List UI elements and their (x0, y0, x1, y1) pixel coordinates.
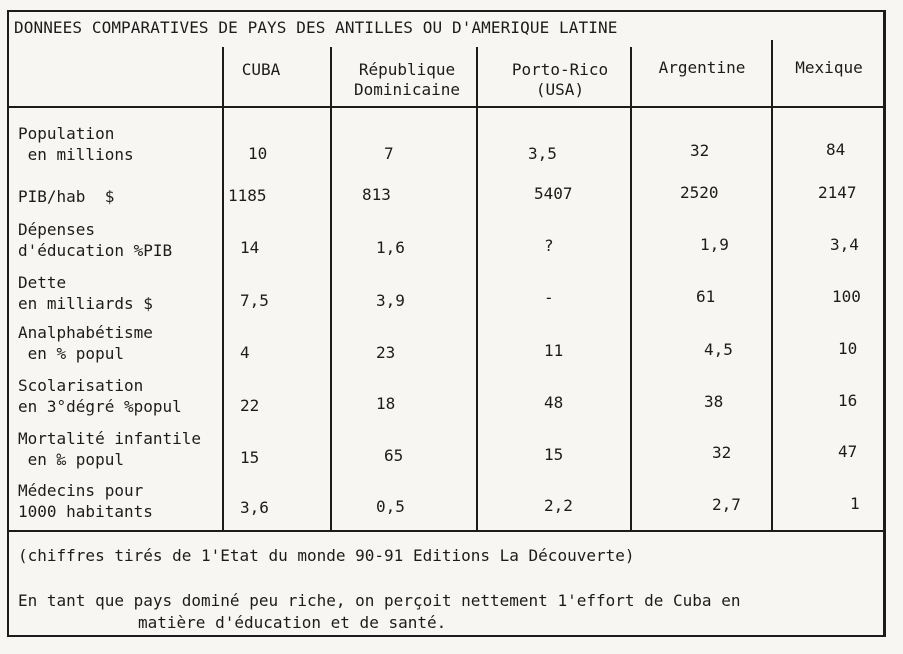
cell-scolarisation-rep-dom: 18 (376, 394, 396, 413)
col-header-argentine: Argentine (658, 58, 746, 77)
col-header-republique-dominicaine: République Dominicaine (354, 60, 460, 99)
cell-analphabetisme-argentine: 4,5 (704, 340, 733, 359)
row-label-scolarisation: Scolarisation en 3°dégré %popul (18, 376, 182, 416)
header-divider (7, 106, 886, 108)
cell-pib-porto-rico: 5407 (534, 184, 573, 203)
source-note: (chiffres tirés de 1'Etat du monde 90-91 Editions La Découverte) (18, 546, 635, 565)
cell-mortalite-porto-rico: 15 (544, 445, 564, 464)
cell-scolarisation-porto-rico: 48 (544, 393, 564, 412)
cell-education-mexique: 3,4 (830, 235, 859, 254)
column-divider (330, 47, 332, 531)
cell-pib-rep-dom: 813 (362, 185, 391, 204)
conclusion-line-1: En tant que pays dominé peu riche, on perçoit nettement 1'effort de Cuba en (18, 591, 741, 610)
column-divider (476, 47, 478, 531)
cell-scolarisation-mexique: 16 (838, 391, 858, 410)
cell-analphabetisme-cuba: 4 (240, 343, 250, 362)
table-title: DONNEES COMPARATIVES DE PAYS DES ANTILLES OU D'AMERIQUE LATINE (14, 18, 618, 37)
cell-medecins-argentine: 2,7 (712, 495, 741, 514)
row-label-analphabetisme: Analphabétisme en % popul (18, 323, 153, 363)
col-header-cuba: CUBA (241, 60, 281, 79)
row-label-depenses-education: Dépenses d'éducation %PIB (18, 220, 173, 260)
cell-pib-cuba: 1185 (228, 186, 267, 205)
row-label-mortalite-infantile: Mortalité infantile en ‰ popul (18, 429, 202, 469)
cell-medecins-cuba: 3,6 (240, 498, 269, 517)
cell-medecins-mexique: 1 (850, 494, 860, 513)
col-header-mexique: Mexique (795, 58, 863, 77)
footer-divider (7, 530, 886, 532)
cell-mortalite-cuba: 15 (240, 448, 260, 467)
cell-medecins-porto-rico: 2,2 (544, 496, 573, 515)
cell-population-argentine: 32 (690, 141, 710, 160)
row-label-medecins: Médecins pour 1000 habitants (18, 481, 153, 521)
column-divider (222, 47, 224, 531)
cell-population-cuba: 10 (248, 144, 268, 163)
cell-pib-argentine: 2520 (680, 183, 719, 202)
row-label-dette: Dette en milliards $ (18, 273, 153, 313)
cell-education-rep-dom: 1,6 (376, 238, 405, 257)
cell-population-porto-rico: 3,5 (528, 144, 557, 163)
cell-education-argentine: 1,9 (700, 235, 729, 254)
row-label-population: Population en millions (18, 124, 134, 164)
cell-mortalite-argentine: 32 (712, 443, 732, 462)
cell-dette-rep-dom: 3,9 (376, 291, 405, 310)
cell-education-porto-rico: ? (544, 236, 554, 255)
cell-mortalite-mexique: 47 (838, 442, 858, 461)
cell-dette-cuba: 7,5 (240, 291, 269, 310)
cell-medecins-rep-dom: 0,5 (376, 497, 405, 516)
cell-scolarisation-cuba: 22 (240, 396, 260, 415)
cell-dette-mexique: 100 (832, 287, 861, 306)
row-label-pib: PIB/hab $ (18, 187, 115, 206)
cell-analphabetisme-rep-dom: 23 (376, 343, 396, 362)
column-divider (630, 47, 632, 531)
cell-mortalite-rep-dom: 65 (384, 446, 404, 465)
column-divider (771, 40, 773, 531)
cell-analphabetisme-mexique: 10 (838, 339, 858, 358)
cell-scolarisation-argentine: 38 (704, 392, 724, 411)
cell-analphabetisme-porto-rico: 11 (544, 341, 564, 360)
cell-population-rep-dom: 7 (384, 144, 394, 163)
cell-education-cuba: 14 (240, 238, 260, 257)
col-header-porto-rico: Porto-Rico (USA) (511, 60, 609, 99)
cell-dette-argentine: 61 (696, 287, 716, 306)
conclusion-line-2: matière d'éducation et de santé. (138, 613, 447, 632)
cell-dette-porto-rico: - (544, 288, 554, 307)
conclusion-text (18, 590, 740, 634)
cell-pib-mexique: 2147 (818, 183, 857, 202)
cell-population-mexique: 84 (826, 140, 846, 159)
